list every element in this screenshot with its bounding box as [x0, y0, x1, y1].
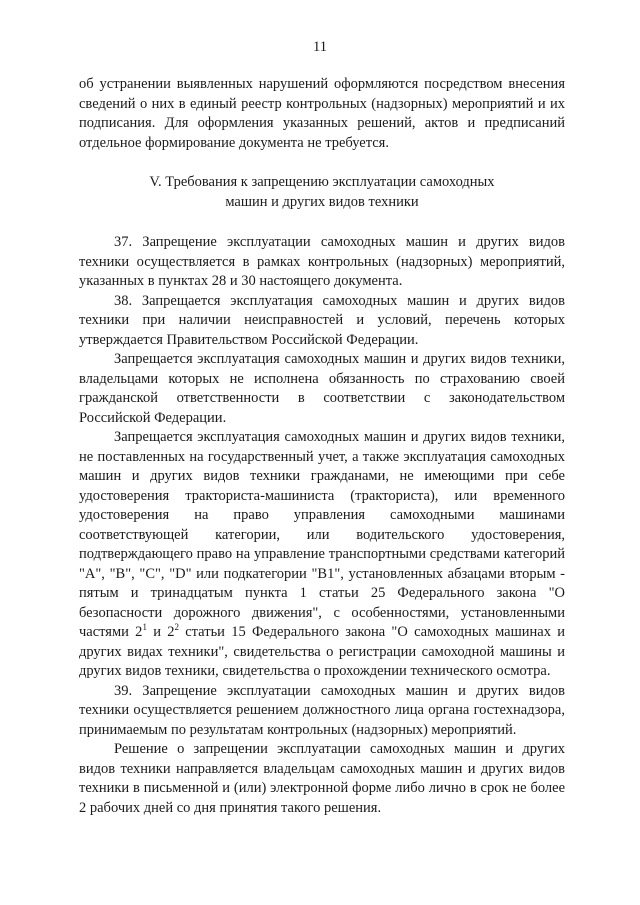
paragraph-38-registration — [79, 428, 565, 682]
paragraph-38-registration-text-1: Запрещается эксплуатация самоходных машин и других видов техники, не поставленных на государственный учет, а также эксплуатация самоходных машин и других видов техники гражданами, не имеющими при себе удостоверения тракториста-машиниста (тракториста), или временного удостоверения на право управления самоходными машинами соответствующей категории, или водительского удостоверения, подтверждающего право на управление транспортными средствами категорий "A", "B", "C", "D" или подкатегории "B1", установленных абзацами вторым - пятым и тринадцатым пункта 1 статьи 25 Федерального закона "О безопасности дорожного движения", с особенностями, установленными частями 2 — [79, 429, 565, 640]
page-number: 11 — [313, 39, 327, 55]
document-body — [79, 75, 565, 818]
section-heading — [79, 173, 565, 212]
superscript-1: 1 — [142, 622, 147, 633]
paragraph-continuation: об устранении выявленных нарушений оформляются посредством внесения сведений о них в единый реестр контрольных (надзорных) мероприятий и их подписания. Для оформления указанных решений, актов и предписаний отдельное формирование документа не требуется. — [79, 76, 565, 151]
paragraph-37: 37. Запрещение эксплуатации самоходных машин и других видов техники осуществляется в рамках контрольных (надзорных) мероприятий, указанных в пунктах 28 и 30 настоящего документа. — [79, 234, 565, 289]
superscript-2: 2 — [174, 622, 179, 633]
section-heading-line-1: V. Требования к запрещению эксплуатации самоходных — [149, 174, 495, 190]
paragraph-38-insurance: Запрещается эксплуатация самоходных машин и других видов техники, владельцами которых не исполнена обязанность по страхованию своей гражданской ответственности в соответствии с законодательством Российской Федерации. — [79, 351, 565, 426]
section-heading-line-2: машин и других видов техники — [225, 193, 419, 210]
paragraph-39-decision: Решение о запрещении эксплуатации самоходных машин и других видов техники направляется владельцам самоходных машин и других видов техники в письменной и (или) электронной форме либо лично в срок не более 2 рабочих дней со дня принятия такого решения. — [79, 741, 565, 816]
paragraph-38-registration-text-2: и 2 — [146, 624, 175, 640]
paragraph-38-registration-text-3: статьи 15 Федерального закона "О самоходных машинах и других видах техники", свидетельства о регистрации самоходной машины и других видов техники, свидетельства о прохождении технического осмотра. — [79, 624, 566, 679]
paragraph-39: 39. Запрещение эксплуатации самоходных машин и других видов техники осуществляется решением должностного лица органа гостехнадзора, принимаемым по результатам контрольных (надзорных) мероприятий. — [79, 682, 565, 738]
paragraph-38: 38. Запрещается эксплуатация самоходных машин и других видов техники при наличии неисправностей и условий, перечень которых утверждается Правительством Российской Федерации. — [79, 292, 565, 348]
